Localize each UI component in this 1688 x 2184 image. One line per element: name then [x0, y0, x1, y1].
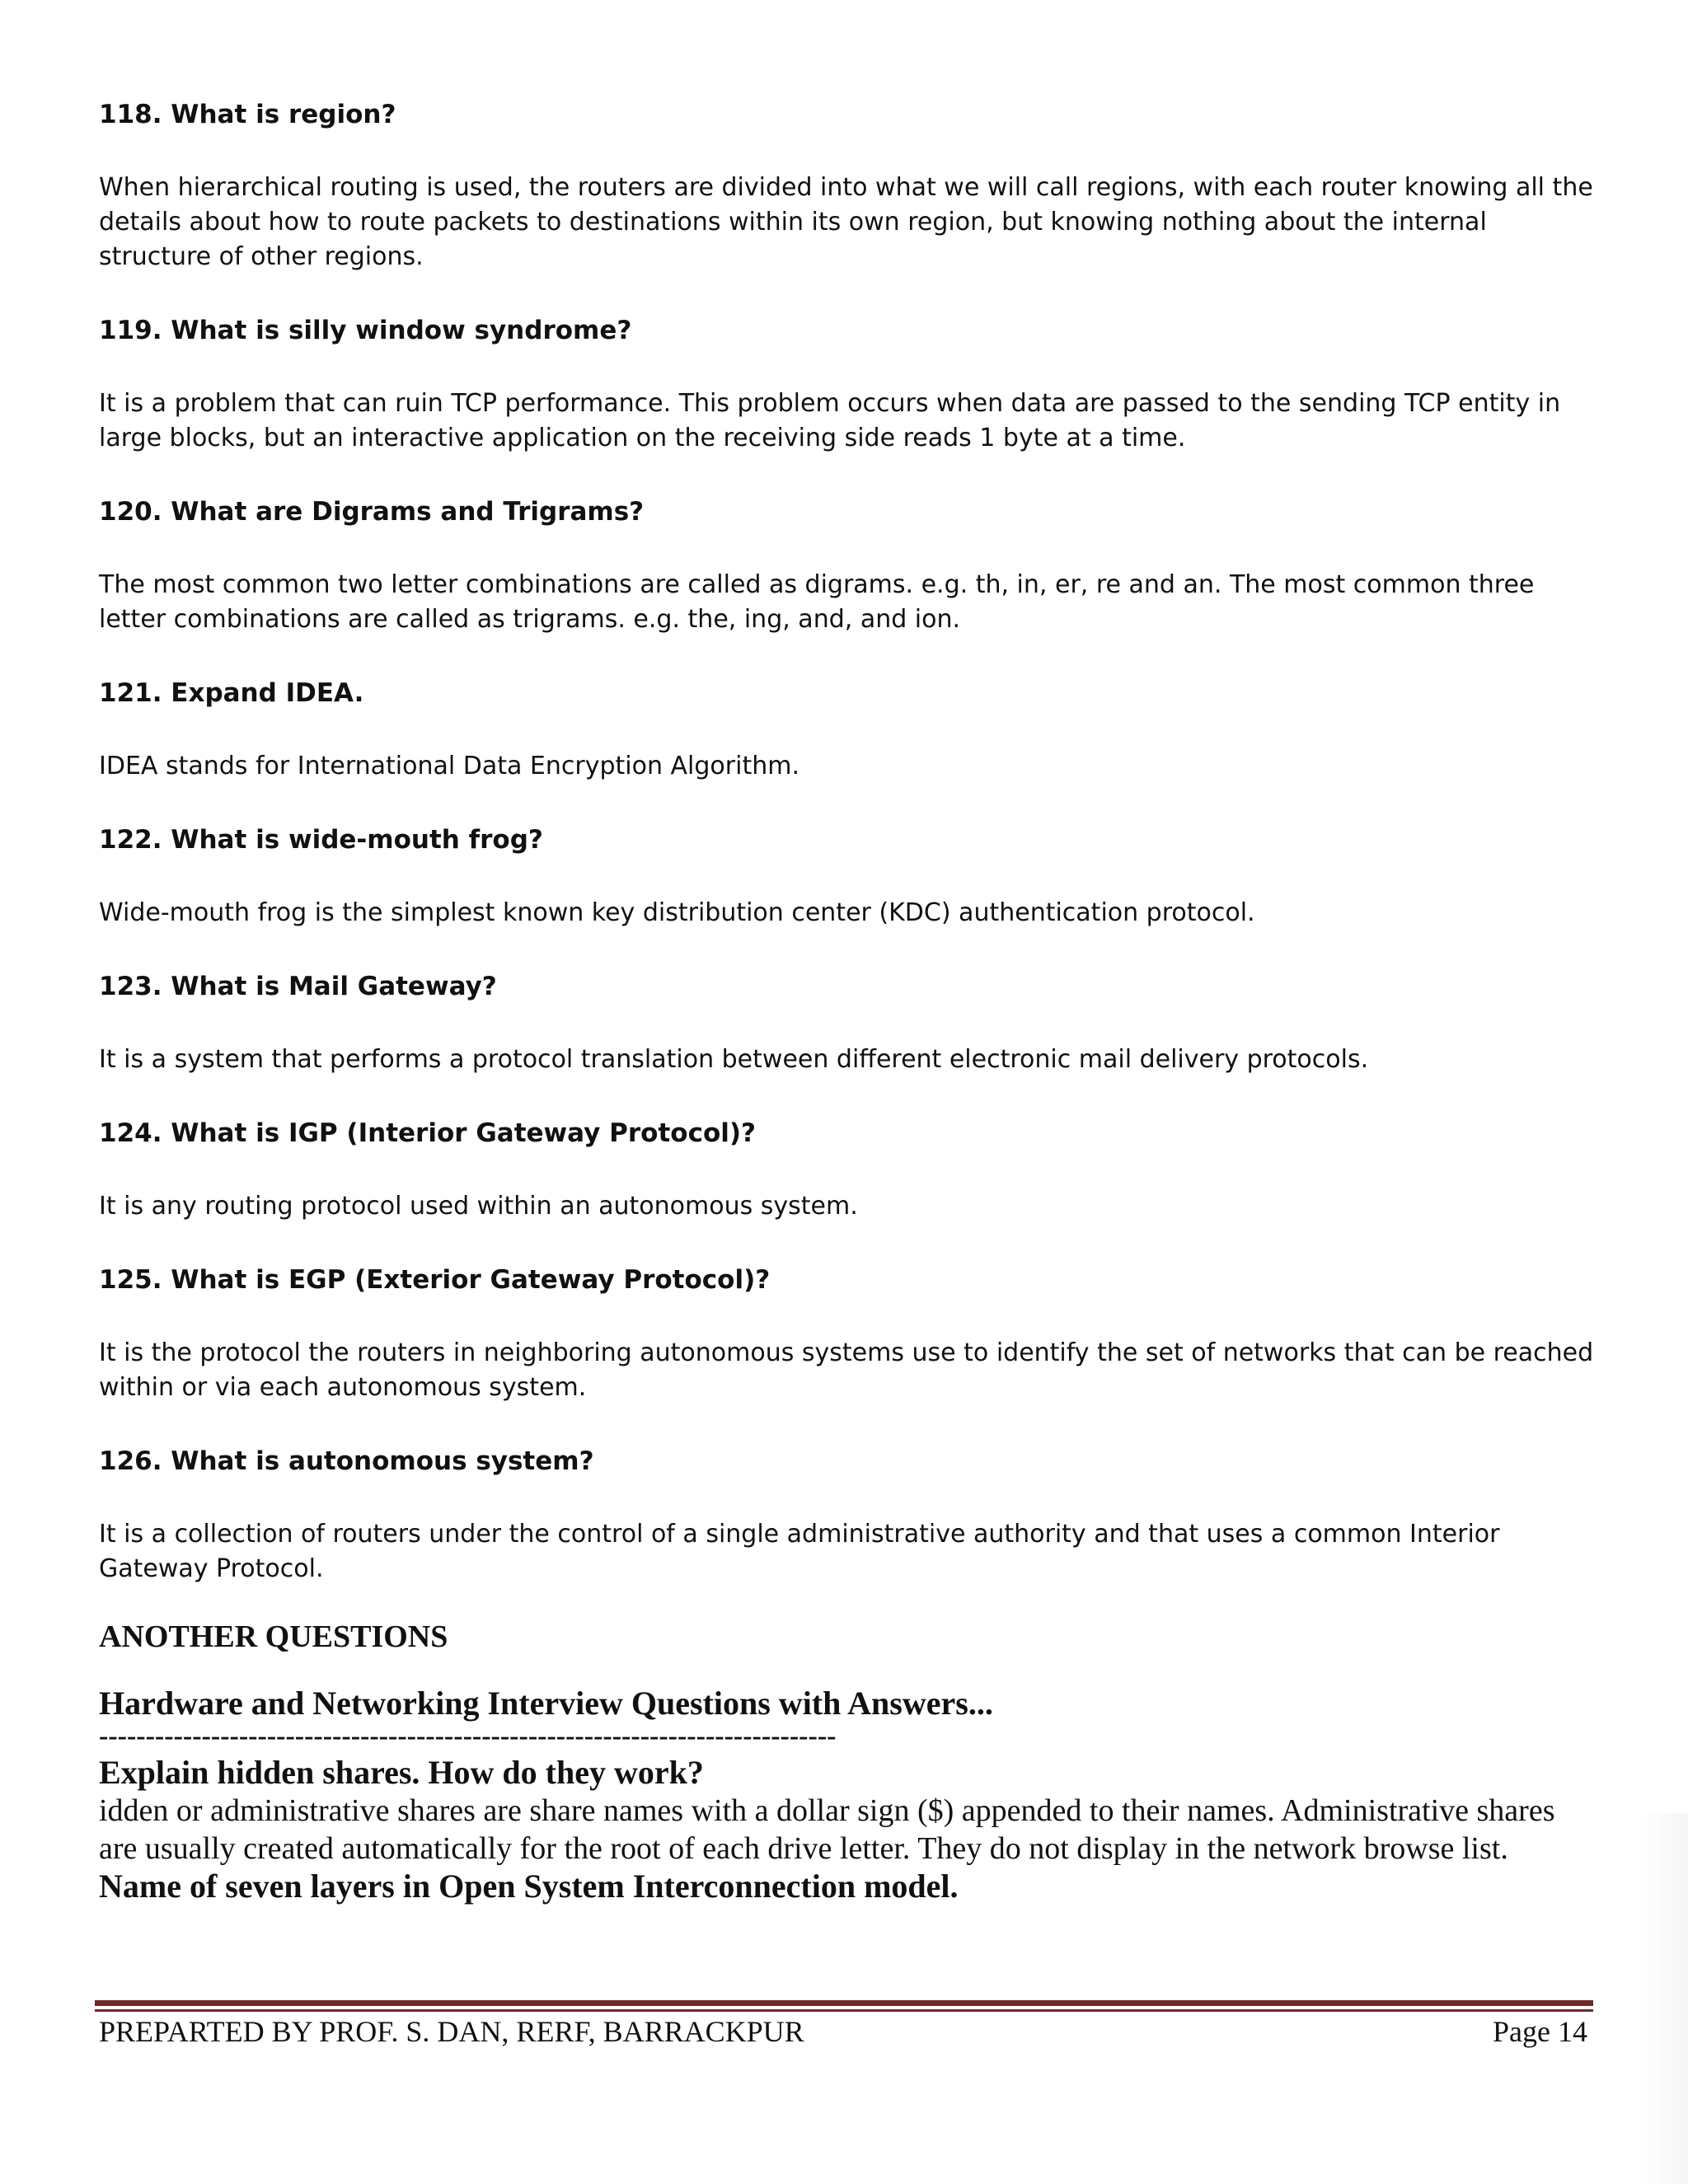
answer-text: It is any routing protocol used within an autonomous system.	[99, 1192, 858, 1221]
question-heading: 119. What is silly window syndrome?	[99, 316, 632, 345]
page-edge-shadow	[1639, 1813, 1688, 2184]
question-heading: 122. What is wide-mouth frog?	[99, 825, 543, 855]
answer-text: Wide-mouth frog is the simplest known key distribution center (KDC) authentication protocol.	[99, 898, 1255, 927]
question-heading: Name of seven layers in Open System Interconnection model.	[99, 1868, 959, 1905]
question-heading: 125. What is EGP (Exterior Gateway Protocol)?	[99, 1265, 771, 1295]
qa-item	[99, 676, 1599, 784]
page-content	[99, 97, 1599, 1905]
page-number: Page 14	[1493, 2015, 1587, 2048]
qa-item	[99, 1444, 1599, 1586]
question-heading: 123. What is Mail Gateway?	[99, 972, 497, 1001]
section-subheading: Hardware and Networking Interview Questions with Answers...	[99, 1685, 993, 1722]
answer-text: It is a collection of routers under the control of a single administrative authority and that uses a common Interior Gateway Protocol.	[99, 1520, 1500, 1583]
answer-text: The most common two letter combinations are called as digrams. e.g. th, in, er, re and an. The most common three letter combinations are called as trigrams. e.g. the, ing, and, and ion.	[99, 570, 1535, 634]
answer-text: It is a problem that can ruin TCP performance. This problem occurs when data are passed to the sending TCP entity in large blocks, but an interactive application on the receiving side reads 1 byte at a time.	[99, 389, 1561, 452]
answer-text: When hierarchical routing is used, the routers are divided into what we will call regions, with each router knowing all the details about how to route packets to destinations within its own region, but knowing nothing about the internal structure of other regions.	[99, 173, 1593, 271]
qa-item	[99, 97, 1599, 274]
qa-item	[99, 823, 1599, 930]
qa-item	[99, 969, 1599, 1077]
question-heading: Explain hidden shares. How do they work?	[99, 1754, 704, 1791]
question-heading: 118. What is region?	[99, 100, 396, 129]
dashed-divider: -------------------------------------------------------------------------------	[99, 1721, 837, 1751]
qa-item	[99, 1116, 1599, 1224]
answer-text: idden or administrative shares are share names with a dollar sign ($) appended to their names. Administrative shares are usually created automatically for the root of each drive letter. They do not display in the network browse list.	[99, 1793, 1555, 1866]
footer-rule	[95, 2000, 1593, 2006]
another-questions-section	[99, 1617, 1599, 1905]
footer-author: PREPARTED BY PROF. S. DAN, RERF, BARRACKPUR	[99, 2015, 804, 2048]
qa-item	[99, 1263, 1599, 1405]
answer-text: It is the protocol the routers in neighboring autonomous systems use to identify the set of networks that can be reached within or via each autonomous system.	[99, 1338, 1594, 1402]
question-heading: 120. What are Digrams and Trigrams?	[99, 497, 645, 527]
qa-item	[99, 313, 1599, 456]
qa-item	[99, 494, 1599, 637]
section-heading: ANOTHER QUESTIONS	[99, 1619, 448, 1654]
answer-text: IDEA stands for International Data Encryption Algorithm.	[99, 752, 799, 780]
question-heading: 121. Expand IDEA.	[99, 678, 364, 708]
question-heading: 124. What is IGP (Interior Gateway Protocol)?	[99, 1118, 757, 1148]
question-heading: 126. What is autonomous system?	[99, 1446, 594, 1476]
answer-text: It is a system that performs a protocol translation between different electronic mail delivery protocols.	[99, 1045, 1369, 1074]
